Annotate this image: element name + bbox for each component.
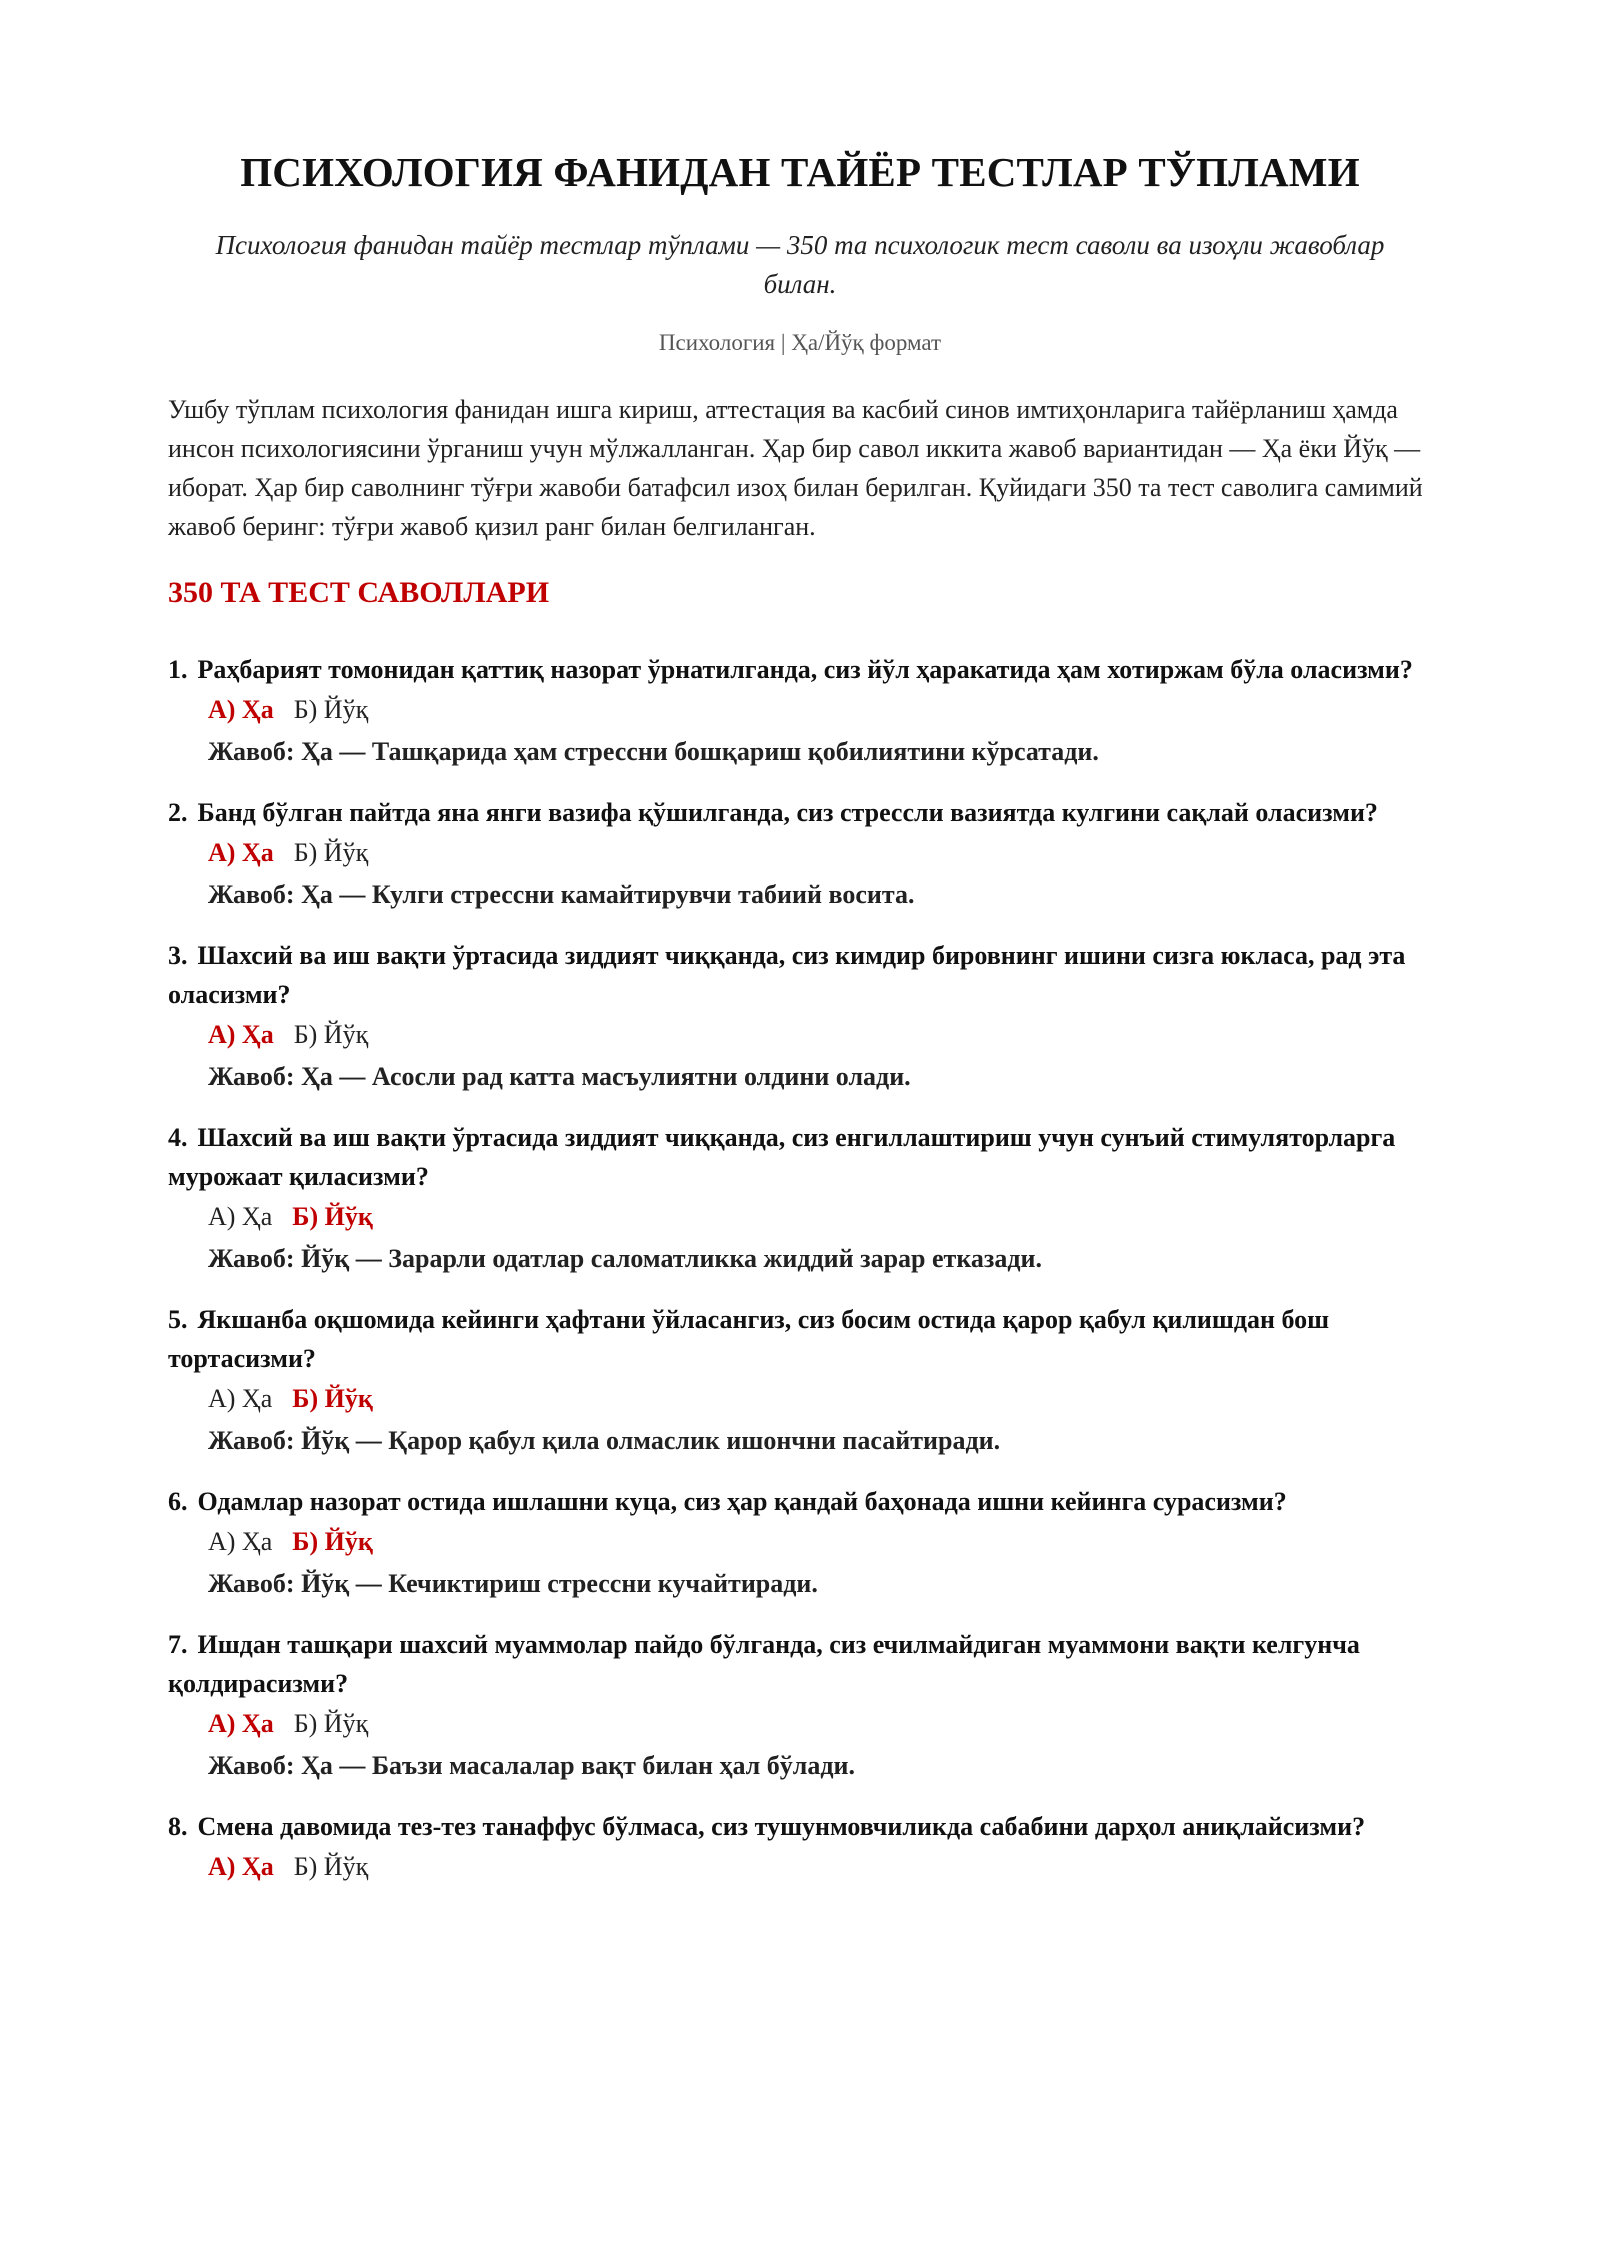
- answer-options: [168, 832, 1432, 874]
- question-list: [168, 650, 1432, 1888]
- answer-explanation: Жавоб: Йўқ — Зарарли одатлар саломатликка жиддий зарар етказади.: [208, 1244, 1042, 1273]
- question-text-block: [168, 1482, 1432, 1521]
- question-text: Смена давомида тез-тез танаффус бўлмаса, сиз тушунмовчиликда сабабини дарҳол аниқлайсизми?: [197, 1812, 1366, 1841]
- question-text: Банд бўлган пайтда яна янги вазифа қўшилганда, сиз стрессли вазиятда кулгини сақлай оласизми?: [197, 798, 1378, 827]
- question-number: 5.: [168, 1305, 188, 1334]
- question-text-block: [168, 1118, 1432, 1196]
- question-text: Одамлар назорат остида ишлашни куца, сиз ҳар қандай баҳонада ишни кейинга сурасизми?: [197, 1487, 1287, 1516]
- question-item: [168, 1625, 1432, 1787]
- question-item: [168, 793, 1432, 916]
- option-b: Б) Йўқ: [293, 1020, 369, 1049]
- question-text-block: [168, 1625, 1432, 1703]
- option-b: Б) Йўқ: [292, 1202, 373, 1231]
- question-number: 7.: [168, 1630, 188, 1659]
- question-text-block: [168, 793, 1432, 832]
- question-number: 1.: [168, 655, 188, 684]
- question-item: [168, 936, 1432, 1098]
- option-a: А) Ҳа: [208, 1384, 273, 1413]
- answer-options: [168, 1521, 1432, 1563]
- document-subtitle: Психология фанидан тайёр тестлар тўплами — 350 та психологик тест саволи ва изоҳли жавоблар билан.: [215, 230, 1385, 299]
- question-text: Шахсий ва иш вақти ўртасида зиддият чиққанда, сиз енгиллаштириш учун сунъий стимуляторларга мурожаат қиласизми?: [168, 1123, 1396, 1191]
- option-b: Б) Йўқ: [293, 838, 369, 867]
- answer-explanation: Жавоб: Ҳа — Асосли рад катта масъулиятни олдини олади.: [208, 1062, 911, 1091]
- answer-explanation: Жавоб: Ҳа — Кулги стрессни камайтирувчи табиий восита.: [208, 880, 915, 909]
- option-a: А) Ҳа: [208, 1852, 274, 1881]
- option-b: Б) Йўқ: [292, 1384, 373, 1413]
- question-text: Раҳбарият томонидан қаттиқ назорат ўрнатилганда, сиз йўл ҳаракатида ҳам хотиржам бўла оласизми?: [197, 655, 1413, 684]
- question-number: 6.: [168, 1487, 188, 1516]
- answer-options: [168, 1014, 1432, 1056]
- section-heading: 350 ТА ТЕСТ САВОЛЛАРИ: [168, 576, 550, 609]
- question-item: [168, 1300, 1432, 1462]
- option-a: А) Ҳа: [208, 1020, 274, 1049]
- answer-options: [168, 1703, 1432, 1745]
- answer-explanation: Жавоб: Йўқ — Қарор қабул қила олмаслик ишончни пасайтиради.: [208, 1426, 1001, 1455]
- answer-options: [168, 1378, 1432, 1420]
- question-item: [168, 1807, 1432, 1888]
- answer-explanation: Жавоб: Ҳа — Ташқарида ҳам стрессни бошқариш қобилиятини кўрсатади.: [208, 737, 1099, 766]
- option-a: А) Ҳа: [208, 838, 274, 867]
- intro-paragraph: Ушбу тўплам психология фанидан ишга кириш, аттестация ва касбий синов имтиҳонларига тайёрланиш ҳамда инсон психологиясини ўрганиш учун мўлжалланган. Ҳар бир савол иккита жавоб вариантидан — Ҳа ёки Йўқ — иборат. Ҳар бир саволнинг тўғри жавоби батафсил изоҳ билан берилган. Қуйидаги 350 та тест саволига самимий жавоб беринг: тўғри жавоб қизил ранг билан белгиланган.: [168, 395, 1423, 541]
- answer-explanation: Жавоб: Ҳа — Баъзи масалалар вақт билан ҳал бўлади.: [208, 1751, 855, 1780]
- document-meta: Психология | Ҳа/Йўқ формат: [658, 330, 942, 355]
- question-number: 2.: [168, 798, 188, 827]
- question-item: [168, 1118, 1432, 1280]
- question-number: 3.: [168, 941, 188, 970]
- answer-options: [168, 1846, 1432, 1888]
- answer-options: [168, 1196, 1432, 1238]
- option-b: Б) Йўқ: [293, 695, 369, 724]
- option-b: Б) Йўқ: [292, 1527, 373, 1556]
- document-title: ПСИХОЛОГИЯ ФАНИДАН ТАЙЁР ТЕСТЛАР ТЎПЛАМИ: [240, 149, 1360, 195]
- answer-explanation: Жавоб: Йўқ — Кечиктириш стрессни кучайтиради.: [208, 1569, 818, 1598]
- question-text-block: [168, 1300, 1432, 1378]
- question-text-block: [168, 936, 1432, 1014]
- question-text: Якшанба оқшомида кейинги ҳафтани ўйласангиз, сиз босим остида қарор қабул қилишдан бош тортасизми?: [168, 1305, 1330, 1373]
- question-item: [168, 1482, 1432, 1605]
- option-a: А) Ҳа: [208, 1202, 273, 1231]
- option-b: Б) Йўқ: [293, 1852, 369, 1881]
- question-number: 8.: [168, 1812, 188, 1841]
- option-a: А) Ҳа: [208, 695, 274, 724]
- question-item: [168, 650, 1432, 773]
- question-text-block: [168, 650, 1432, 689]
- question-text: Шахсий ва иш вақти ўртасида зиддият чиққанда, сиз кимдир бировнинг ишини сизга юкласа, рад эта оласизми?: [168, 941, 1406, 1009]
- question-text-block: [168, 1807, 1432, 1846]
- question-number: 4.: [168, 1123, 188, 1152]
- answer-options: [168, 689, 1432, 731]
- option-a: А) Ҳа: [208, 1527, 273, 1556]
- question-text: Ишдан ташқари шахсий муаммолар пайдо бўлганда, сиз ечилмайдиган муаммони вақти келгунча қолдирасизми?: [168, 1630, 1360, 1698]
- option-b: Б) Йўқ: [293, 1709, 369, 1738]
- option-a: А) Ҳа: [208, 1709, 274, 1738]
